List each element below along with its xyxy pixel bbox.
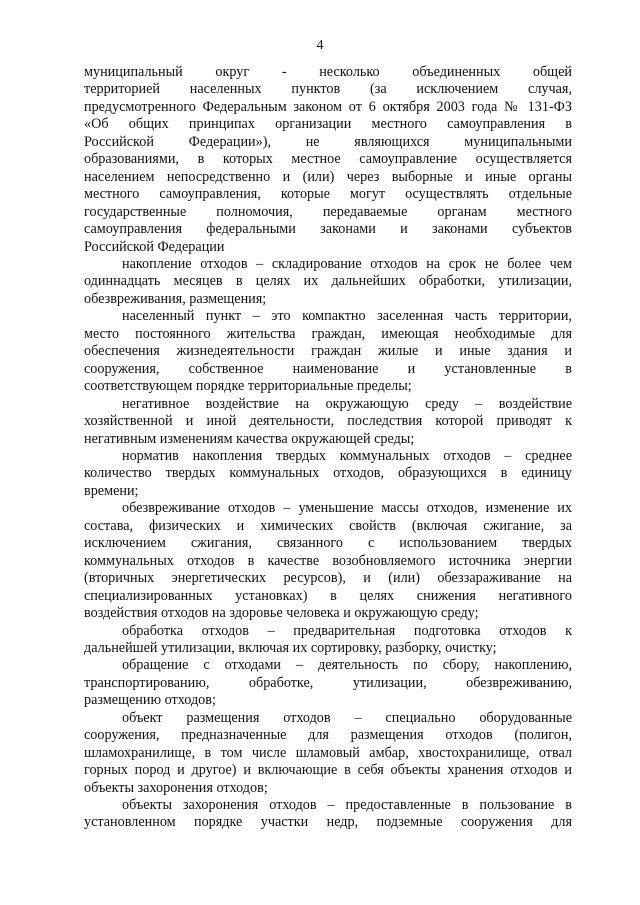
text-line: установленном порядке участки недр, подземные сооружения для <box>84 814 572 831</box>
text-line: «Об общих принципах организации местного самоуправления в <box>84 116 572 133</box>
text-line: обезвреживания, размещения; <box>84 290 267 307</box>
paragraph <box>84 500 572 622</box>
text-line: государственные полномочия, передаваемые органам местного <box>84 203 572 220</box>
text-line: населением непосредственно и (или) через выборные и иные органы <box>84 168 572 185</box>
text-line: хозяйственной и иной деятельности, последствия которой приводят к <box>84 413 572 430</box>
text-line: муниципальный округ - несколько объединенных общей <box>84 64 572 80</box>
text-line: обеспечения жизнедеятельности граждан жилые и иные здания и <box>84 343 572 360</box>
paragraph <box>84 308 572 395</box>
text-line: состава, физических и химических свойств (включая сжигание, за <box>84 517 572 534</box>
text-line: Российской Федерации»), не являющихся муниципальными <box>84 133 572 150</box>
text-line: специализированных установках) в целях снижения негативного <box>84 587 572 604</box>
text-line: территорией населенных пунктов (за исключением случая, <box>84 81 572 98</box>
paragraph <box>84 396 572 448</box>
paragraph <box>84 797 572 832</box>
text-line: норматив накопления твердых коммунальных отходов – среднее <box>122 447 572 464</box>
text-line: соответствующем порядке территориальные пределы; <box>84 378 412 395</box>
text-line: негативное воздействие на окружающую среду – воздействие <box>122 395 572 412</box>
text-line: предусмотренного Федеральным законом от 6 октября 2003 года № 131-ФЗ <box>84 98 572 115</box>
text-line: количество твердых коммунальных отходов, образующихся в единицу <box>84 465 572 482</box>
text-line: транспортированию, обработке, утилизации, обезвреживанию, <box>84 674 572 691</box>
text-line: самоуправления федеральными законами и законами субъектов <box>84 221 572 238</box>
page-number: 4 <box>316 38 324 53</box>
document-body <box>84 64 572 832</box>
text-line: дальнейшей утилизации, включая их сортировку, разборку, очистку; <box>84 639 497 656</box>
text-line: размещению отходов; <box>84 692 216 709</box>
text-line: накопление отходов – складирование отходов на срок не более чем <box>122 255 572 272</box>
text-line: образованиями, в которых местное самоуправление осуществляется <box>84 151 572 168</box>
text-line: обращение с отходами – деятельность по сбору, накоплению, <box>122 657 572 674</box>
paragraph <box>84 623 572 658</box>
text-line: местного самоуправления, которые могут осуществлять отдельные <box>84 186 572 203</box>
text-line: шламохранилище, в том числе шламовый амбар, хвостохранилище, отвал <box>84 744 572 761</box>
text-line: Российской Федерации <box>84 238 225 255</box>
text-line: объекты захоронения отходов; <box>84 779 268 796</box>
text-line: обработка отходов – предварительная подготовка отходов к <box>122 622 572 639</box>
text-line: сооружения, собственное наименование и установленные в <box>84 360 572 377</box>
text-line: времени; <box>84 482 139 499</box>
text-line: место постоянного жительства граждан, имеющая необходимые для <box>84 325 572 342</box>
text-line: объект размещения отходов – специально оборудованные <box>122 709 572 726</box>
text-line: горных пород и другое) и включающие в себя объекты хранения отходов и <box>84 762 572 779</box>
text-line: обезвреживание отходов – уменьшение массы отходов, изменение их <box>122 500 572 517</box>
paragraph <box>84 256 572 308</box>
text-line: воздействия отходов на здоровье человека и окружающую среду; <box>84 605 479 622</box>
paragraph <box>84 64 572 256</box>
paragraph <box>84 448 572 500</box>
text-line: населенный пункт – это компактно заселенная часть территории, <box>122 308 572 325</box>
paragraph <box>84 657 572 709</box>
paragraph <box>84 710 572 797</box>
text-line: одиннадцать месяцев в целях их дальнейших обработки, утилизации, <box>84 273 572 290</box>
text-line: объекты захоронения отходов – предоставленные в пользование в <box>122 797 572 814</box>
text-line: сооружения, предназначенные для размещения отходов (полигон, <box>84 727 572 744</box>
text-line: коммунальных отходов в качестве возобновляемого источника энергии <box>84 552 572 569</box>
text-line: негативным изменениям качества окружающей среды; <box>84 430 415 447</box>
text-line: исключением сжигания, связанного с использованием твердых <box>84 535 572 552</box>
text-line: (вторичных энергетических ресурсов), и (или) обеззараживание на <box>84 570 572 587</box>
